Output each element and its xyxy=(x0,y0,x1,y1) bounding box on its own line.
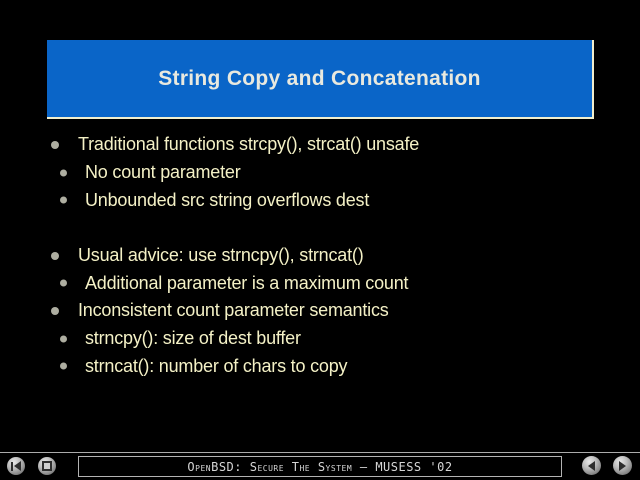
bullet-item-level-2 xyxy=(0,159,640,187)
bullet-dot-icon xyxy=(60,363,67,370)
bullet-dot-icon xyxy=(60,335,67,342)
go-first-icon xyxy=(11,462,13,471)
bullet-text: Unbounded src string overflows dest xyxy=(85,189,370,210)
bullet-list xyxy=(0,131,640,380)
go-first-triangle-icon xyxy=(14,461,21,471)
bullet-dot-icon xyxy=(51,252,59,260)
bullet-text: strncat(): number of chars to copy xyxy=(85,355,348,376)
bullet-text: Usual advice: use strncpy(), strncat() xyxy=(78,245,364,266)
bullet-text: Additional parameter is a maximum count xyxy=(85,272,409,293)
statusbar-text: OpenBSD: Secure The System — MUSESS '02 xyxy=(187,459,453,474)
stop-icon xyxy=(42,461,52,471)
bullet-text: Inconsistent count parameter semantics xyxy=(78,300,389,321)
bullet-item-level-2 xyxy=(0,186,640,214)
bullet-group-spacer xyxy=(0,214,640,242)
nav-next-button[interactable] xyxy=(613,456,632,475)
bullet-dot-icon xyxy=(51,307,59,315)
bullet-dot-icon xyxy=(60,169,67,176)
slide-title-box xyxy=(47,40,594,119)
bullet-item-level-2 xyxy=(0,325,640,353)
bullet-item-level-1 xyxy=(0,242,640,270)
bullet-item-level-2 xyxy=(0,269,640,297)
slide-title: String Copy and Concatenation xyxy=(158,66,481,90)
bullet-dot-icon xyxy=(60,197,67,204)
nav-previous-button[interactable] xyxy=(582,456,601,475)
bullet-dot-icon xyxy=(60,280,67,287)
bullet-dot-icon xyxy=(51,141,59,149)
bullet-text: Traditional functions strcpy(), strcat() unsafe xyxy=(78,134,420,155)
previous-arrow-icon xyxy=(588,461,595,471)
bullet-item-level-1 xyxy=(0,131,640,159)
bullet-item-level-2 xyxy=(0,353,640,381)
nav-go-first-button[interactable] xyxy=(7,457,25,475)
bullet-text: strncpy(): size of dest buffer xyxy=(85,328,301,349)
statusbar xyxy=(78,456,562,477)
bullet-item-level-1 xyxy=(0,297,640,325)
next-arrow-icon xyxy=(619,461,626,471)
nav-stop-button[interactable] xyxy=(38,457,56,475)
statusbar-divider xyxy=(0,452,640,453)
bullet-text: No count parameter xyxy=(85,162,241,183)
